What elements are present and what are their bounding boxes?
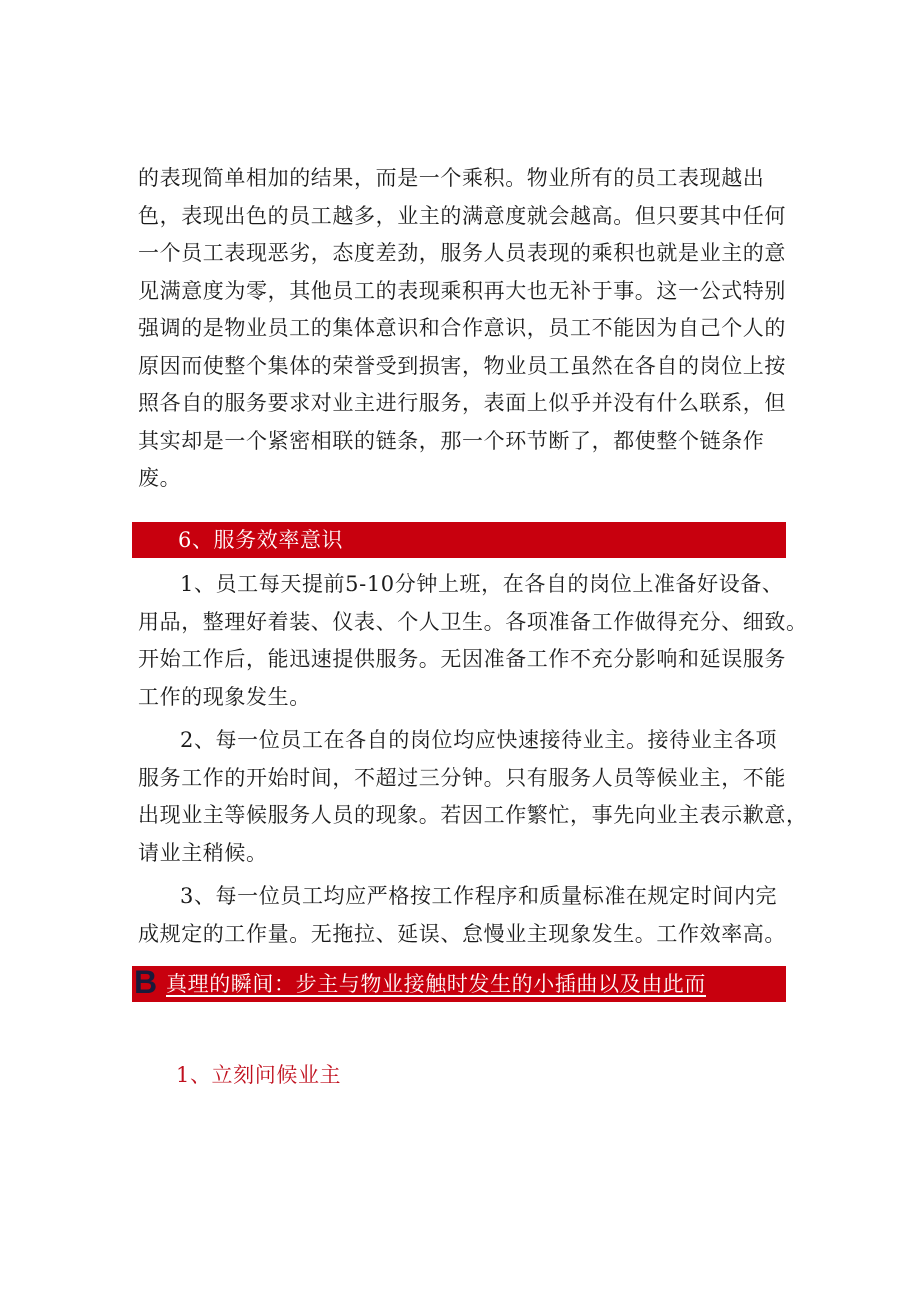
paragraph-line: 成规定的工作量。无拖拉、延误、怠慢业主现象发生。工作效率高。 <box>138 921 786 946</box>
paragraph-line: 色，表现出色的员工越多，业主的满意度就会越高。但只要其中任何 <box>138 203 786 228</box>
paragraph-line: 原因而使整个集体的荣誉受到损害，物业员工虽然在各自的岗位上按 <box>138 353 786 378</box>
section-b-heading <box>132 966 786 1002</box>
paragraph-line: 用品，整理好着装、仪表、个人卫生。各项准备工作做得充分、细致。 <box>138 609 808 634</box>
paragraph-line: 工作的现象发生。 <box>138 684 311 709</box>
paragraph-line: 3、每一位员工均应严格按工作程序和质量标准在规定时间内完 <box>180 884 778 908</box>
section-6-heading <box>132 522 786 558</box>
paragraph-line: 见满意度为零，其他员工的表现乘积再大也无补于事。这一公式特别 <box>138 278 786 303</box>
paragraph-line: 一个员工表现恶劣，态度差劲，服务人员表现的乘积也就是业主的意 <box>138 241 786 265</box>
paragraph-line: 请业主稍候。 <box>138 840 268 865</box>
paragraph-line: 强调的是物业员工的集体意识和合作意识，员工不能因为自己个人的 <box>138 316 786 340</box>
section-6-item-2 <box>138 722 808 872</box>
paragraph-line: 服务工作的开始时间，不超过三分钟。只有服务人员等候业主，不能 <box>138 765 786 790</box>
section-6-item-3 <box>138 878 798 953</box>
section-b-title: 真理的瞬间：步主与物业接触时发生的小插曲以及由此而 <box>166 972 706 996</box>
paragraph-line: 废。 <box>138 466 182 490</box>
section-6-title: 6、服务效率意识 <box>178 528 344 552</box>
paragraph-line: 照各自的服务要求对业主进行服务，表面上似乎并没有什么联系，但 <box>138 391 786 415</box>
subsection-1-title: 1、立刻问候业主 <box>176 1063 342 1087</box>
section-6-item-1 <box>138 566 808 716</box>
paragraph-line: 出现业主等候服务人员的现象。若因工作繁忙，事先向业主表示歉意， <box>138 803 808 827</box>
section-b-label: B <box>134 964 158 1000</box>
paragraph-line: 开始工作后，能迅速提供服务。无因准备工作不充分影响和延误服务 <box>138 647 786 671</box>
paragraph-line: 2、每一位员工在各自的岗位均应快速接待业主。接待业主各项 <box>180 728 778 752</box>
paragraph-line: 其实却是一个紧密相联的链条，那一个环节断了，都使整个链条作 <box>138 428 765 453</box>
paragraph-line: 的表现简单相加的结果，而是一个乘积。物业所有的员工表现越出 <box>138 166 765 190</box>
paragraph-line: 1、员工每天提前5-10分钟上班，在各自的岗位上准备好设备、 <box>180 572 784 596</box>
intro-paragraph <box>138 160 798 498</box>
